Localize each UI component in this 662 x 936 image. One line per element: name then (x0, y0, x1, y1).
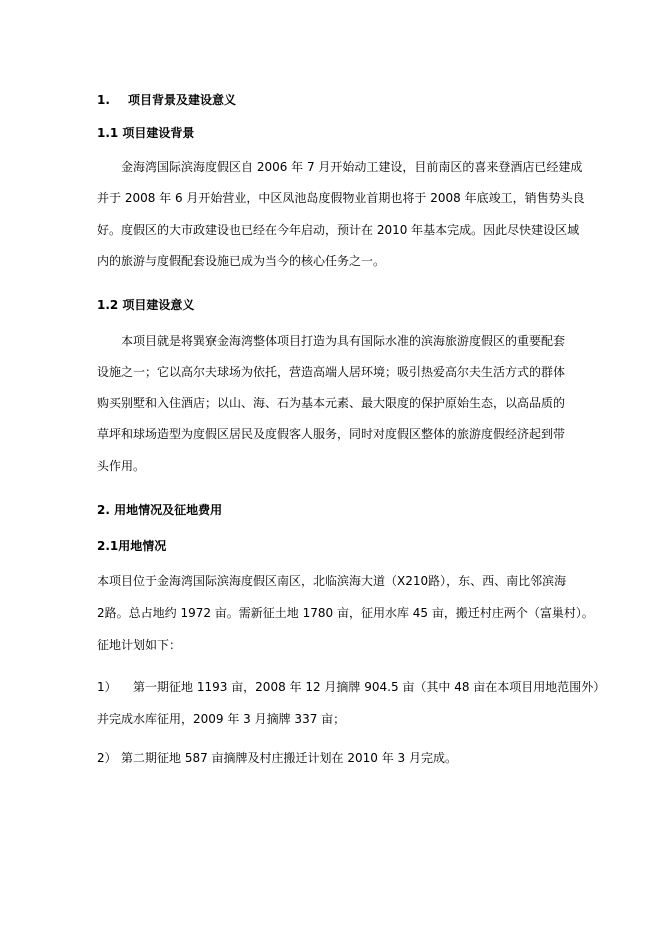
subsection-1-1-heading: 1.1 项目建设背景 (97, 126, 195, 140)
list-item (97, 750, 457, 766)
paragraph-line: 好。度假区的大市政建设也已经在今年启动，预计在 2010 年基本完成。因此尽快建设区域 (97, 223, 580, 237)
paragraph-line: 2路。总占地约 1972 亩。需新征土地 1780 亩，征用水库 45 亩，搬迁村庄两个（富巢村）。 (97, 606, 594, 620)
list-item-marker: 2） (97, 751, 117, 765)
list-item-text: 第一期征地 1193 亩，2008 年 12 月摘牌 904.5 亩（其中 48 亩在本项目用地范围外） (133, 680, 606, 694)
paragraph-line: 内的旅游与度假配套设施已成为当今的核心任务之一。 (97, 254, 386, 268)
paragraph-line: 设施之一；它以高尔夫球场为依托，营造高端人居环境；吸引热爱高尔夫生活方式的群体 (97, 365, 566, 379)
section-1-title: 项目背景及建设意义 (128, 93, 237, 107)
paragraph-line: 草坪和球场造型为度假区居民及度假客人服务，同时对度假区整体的旅游度假经济起到带 (97, 427, 566, 441)
list-item-text: 第二期征地 587 亩摘牌及村庄搬迁计划在 2010 年 3 月完成。 (121, 751, 457, 765)
subsection-1-2-heading: 1.2 项目建设意义 (97, 298, 195, 312)
paragraph-line: 本项目位于金海湾国际滨海度假区南区，北临滨海大道（X210路），东、西、南比邻滨海 (97, 574, 567, 588)
section-2-heading: 2. 用地情况及征地费用 (97, 503, 223, 517)
paragraph-line: 征地计划如下： (97, 638, 182, 652)
paragraph-line: 购买别墅和入住酒店；以山、海、石为基本元素、最大限度的保护原始生态，以高品质的 (97, 396, 566, 410)
paragraph-line: 头作用。 (97, 459, 146, 473)
list-item-marker: 1） (97, 680, 117, 694)
paragraph-line: 本项目就是将巽寮金海湾整体项目打造为具有国际水准的滨海旅游度假区的重要配套 (121, 334, 566, 348)
section-1-number: 1. (97, 93, 110, 107)
paragraph-line: 并于 2008 年 6 月开始营业，中区凤池岛度假物业首期也将于 2008 年底竣工，销售势头良 (97, 191, 585, 205)
list-item-continuation: 并完成水库征用，2009 年 3 月摘牌 337 亩； (97, 712, 346, 726)
subsection-2-1-heading: 2.1用地情况 (97, 539, 167, 553)
paragraph-line: 金海湾国际滨海度假区自 2006 年 7 月开始动工建设，目前南区的喜来登酒店已经建成 (121, 160, 583, 174)
list-item (97, 679, 606, 695)
